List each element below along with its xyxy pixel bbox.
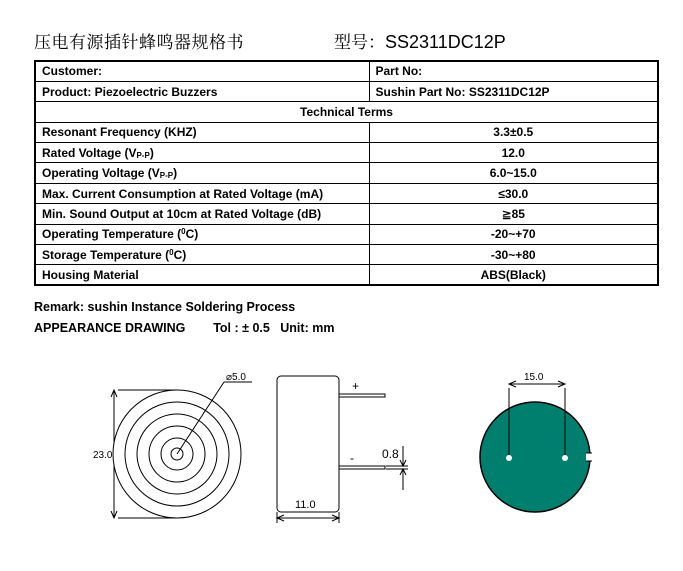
pin-plus [339, 394, 385, 397]
tolerance-text: Tol : ± 0.5 [213, 321, 270, 335]
spec-value: -20~+70 [369, 224, 658, 244]
model-prefix: 型号： [334, 33, 385, 53]
table-row [35, 245, 658, 265]
bottom-pin-left [506, 455, 512, 461]
spec-label-text: Storage Temperature ( [42, 247, 170, 262]
pin-minus-label: - [350, 451, 354, 465]
spec-label-text: Operating Temperature ( [42, 227, 182, 242]
part-no-cell: Part No: [369, 61, 658, 81]
hole-leader-line [177, 382, 224, 454]
model-number [334, 28, 506, 53]
spec-table [34, 60, 659, 286]
spec-label-end: C) [185, 227, 199, 242]
table-row [35, 163, 658, 183]
product-cell: Product: Piezoelectric Buzzers [35, 81, 369, 101]
bottom-disc [480, 402, 590, 512]
spec-value: -30~+80 [369, 245, 658, 265]
table-row [35, 265, 658, 285]
document-title: 压电有源插针蜂鸣器规格书 [34, 33, 244, 53]
customer-cell: Customer: [35, 61, 369, 81]
spec-label [35, 204, 369, 224]
bottom-pin-right [562, 455, 568, 461]
spec-label [35, 163, 369, 183]
spec-value: 3.3±0.5 [369, 122, 658, 142]
table-row [35, 102, 658, 122]
pin-dim-label: 0.8 [382, 447, 399, 461]
spec-value: 12.0 [369, 143, 658, 163]
height-dim-label: 11.0 [295, 499, 316, 511]
hole-dim-label [226, 372, 246, 383]
spec-rows [35, 122, 658, 285]
bottom-view [480, 381, 594, 512]
spec-label-text: Max. Current Consumption at Rated Voltage (mA) [42, 186, 324, 201]
table-row [35, 183, 658, 203]
table-row [35, 122, 658, 142]
table-row [35, 61, 658, 81]
table-row [35, 81, 658, 101]
sushin-part-cell: Sushin Part No: SS2311DC12P [369, 81, 658, 101]
spec-value: ABS(Black) [369, 265, 658, 285]
unit-text: Unit: mm [280, 321, 335, 335]
table-row [35, 224, 658, 244]
spec-label-end: ) [149, 145, 154, 160]
appearance-heading [34, 321, 334, 335]
section-title: Technical Terms [35, 102, 658, 122]
front-view [111, 382, 252, 518]
spec-label-superscript: 0 [181, 227, 186, 237]
spec-label-subscript: P-P [159, 171, 174, 181]
spec-value: 6.0~15.0 [369, 163, 658, 183]
spec-label-superscript: 0 [169, 247, 174, 257]
spec-value: ≧85 [369, 204, 658, 224]
spec-value: ≤30.0 [369, 183, 658, 203]
spec-label-end: C) [173, 247, 187, 262]
spec-label [35, 183, 369, 203]
appearance-drawing [0, 340, 683, 571]
bottom-notch [586, 453, 594, 461]
spec-label-subscript: P-P [136, 150, 150, 160]
spec-label-text: Housing Material [42, 267, 139, 282]
table-row [35, 204, 658, 224]
spec-label-text: Min. Sound Output at 10cm at Rated Voltage (dB) [42, 206, 322, 221]
appearance-title: APPEARANCE DRAWING [34, 321, 186, 335]
spec-label [35, 224, 369, 244]
side-body [277, 376, 339, 512]
diameter-symbol: ⌀ [226, 372, 233, 383]
remark-text: Remark: sushin Instance Soldering Process [34, 300, 296, 314]
spec-label [35, 122, 369, 142]
spec-label [35, 143, 369, 163]
spec-label-text: Rated Voltage (V [42, 145, 137, 160]
spec-label [35, 265, 369, 285]
spec-label-end: ) [173, 166, 178, 181]
front-diameter-dim: 23.0 [93, 450, 113, 461]
pin-minus [339, 466, 385, 469]
model-code: SS2311DC12P [385, 32, 506, 52]
spec-label [35, 245, 369, 265]
table-row [35, 143, 658, 163]
pin-plus-label: + [352, 379, 360, 393]
spec-label-text: Operating Voltage (V [42, 166, 160, 181]
spec-label-text: Resonant Frequency (KHZ) [42, 125, 197, 140]
spacing-dim-label: 15.0 [524, 372, 544, 383]
hole-dim-value: 5.0 [232, 372, 246, 383]
